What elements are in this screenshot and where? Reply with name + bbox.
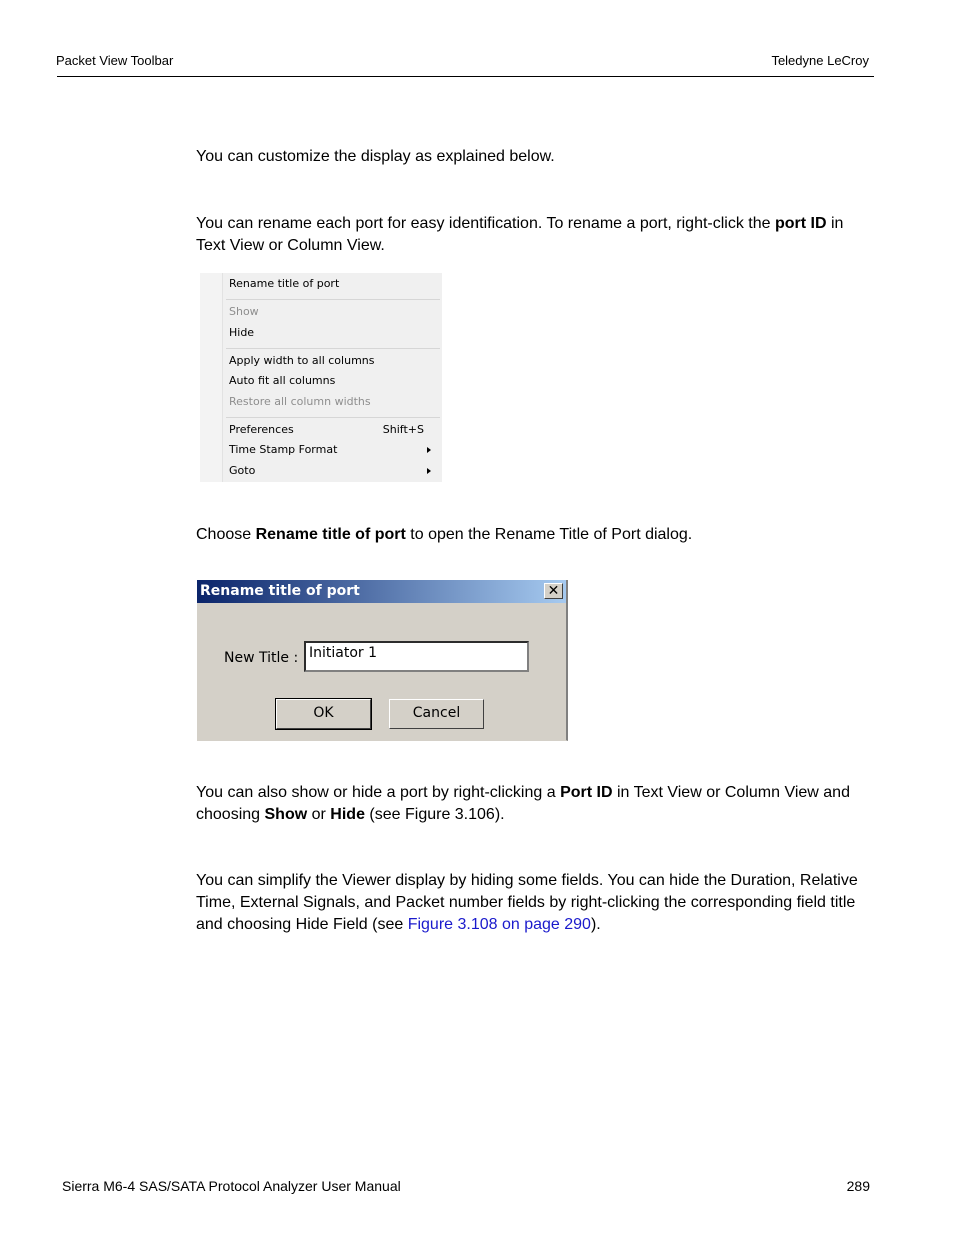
menu-separator xyxy=(226,299,440,300)
choose-text-c: to open the Rename Title of Port dialog. xyxy=(405,526,693,543)
dialog-title: Rename title of port xyxy=(200,583,360,599)
page-number: 289 xyxy=(846,1178,870,1194)
header-rule xyxy=(57,76,874,77)
menu-separator xyxy=(226,417,440,418)
figure-link[interactable]: Figure 3.108 on page 290 xyxy=(407,916,591,933)
menu-item-restore-widths[interactable]: Restore all column widths xyxy=(229,395,371,408)
menu-item-rename[interactable]: Rename title of port xyxy=(229,277,340,290)
menu-shortcut: Shift+S xyxy=(382,423,424,436)
menu-item-timestamp-format[interactable] xyxy=(229,441,434,459)
showhide-text-a: You can also show or hide a port by right-clicking a xyxy=(196,784,561,801)
dialog-titlebar xyxy=(197,580,566,603)
menu-item-preferences[interactable] xyxy=(229,421,434,439)
ok-button[interactable]: OK xyxy=(276,699,371,729)
submenu-arrow-icon xyxy=(427,468,431,474)
show-hide-paragraph xyxy=(196,782,876,826)
intro-text: You can customize the display as explained below. xyxy=(196,148,555,165)
menu-item-hide[interactable]: Hide xyxy=(229,326,255,339)
cancel-button[interactable]: Cancel xyxy=(389,699,484,729)
rename-text-bold: port ID xyxy=(774,215,827,232)
menu-icon-gutter xyxy=(200,273,223,482)
choose-text-bold: Rename title of port xyxy=(255,526,406,543)
new-title-label: New Title : xyxy=(224,650,299,666)
menu-separator xyxy=(226,348,440,349)
menu-item-goto-label: Goto xyxy=(229,464,256,477)
hide-fields-paragraph xyxy=(196,870,876,936)
hidefields-text-b: ). xyxy=(590,916,601,933)
rename-text-a: You can rename each port for easy identification. To rename a port, right-click the xyxy=(196,215,775,232)
submenu-arrow-icon xyxy=(427,447,431,453)
choose-rename-paragraph xyxy=(196,524,876,546)
running-header-left: Packet View Toolbar xyxy=(56,53,174,68)
new-title-input[interactable]: Initiator 1 xyxy=(304,641,529,672)
menu-item-show[interactable]: Show xyxy=(229,305,259,318)
showhide-text-g: (see Figure 3.106). xyxy=(364,806,505,823)
showhide-text-bold-show: Show xyxy=(264,806,308,823)
rename-text-c: in Text View or Column View. xyxy=(196,215,844,254)
menu-item-timestamp-label: Time Stamp Format xyxy=(229,443,338,456)
running-header-right: Teledyne LeCroy xyxy=(771,53,869,68)
port-context-menu xyxy=(200,273,442,482)
showhide-text-c: in Text View or Column View and choosing xyxy=(196,784,850,823)
showhide-text-bold-portid: Port ID xyxy=(560,784,613,801)
menu-item-apply-width[interactable]: Apply width to all columns xyxy=(229,354,375,367)
menu-item-preferences-label: Preferences xyxy=(229,423,294,436)
showhide-text-bold-hide: Hide xyxy=(330,806,365,823)
rename-port-paragraph xyxy=(196,213,876,257)
close-icon[interactable]: ✕ xyxy=(544,583,563,599)
choose-text-a: Choose xyxy=(196,526,256,543)
menu-item-auto-fit[interactable]: Auto fit all columns xyxy=(229,374,336,387)
rename-title-dialog xyxy=(197,580,568,741)
showhide-text-e: or xyxy=(307,806,331,823)
intro-paragraph xyxy=(196,146,876,168)
menu-item-goto[interactable] xyxy=(229,462,434,480)
hidefields-text-a: You can simplify the Viewer display by hiding some fields. You can hide the Duration, Relative Time, External Signals, and Packet number fields by right-clicking the corresponding field title and choosing Hide Field (see xyxy=(196,872,858,933)
footer-manual-title: Sierra M6-4 SAS/SATA Protocol Analyzer User Manual xyxy=(62,1178,401,1194)
